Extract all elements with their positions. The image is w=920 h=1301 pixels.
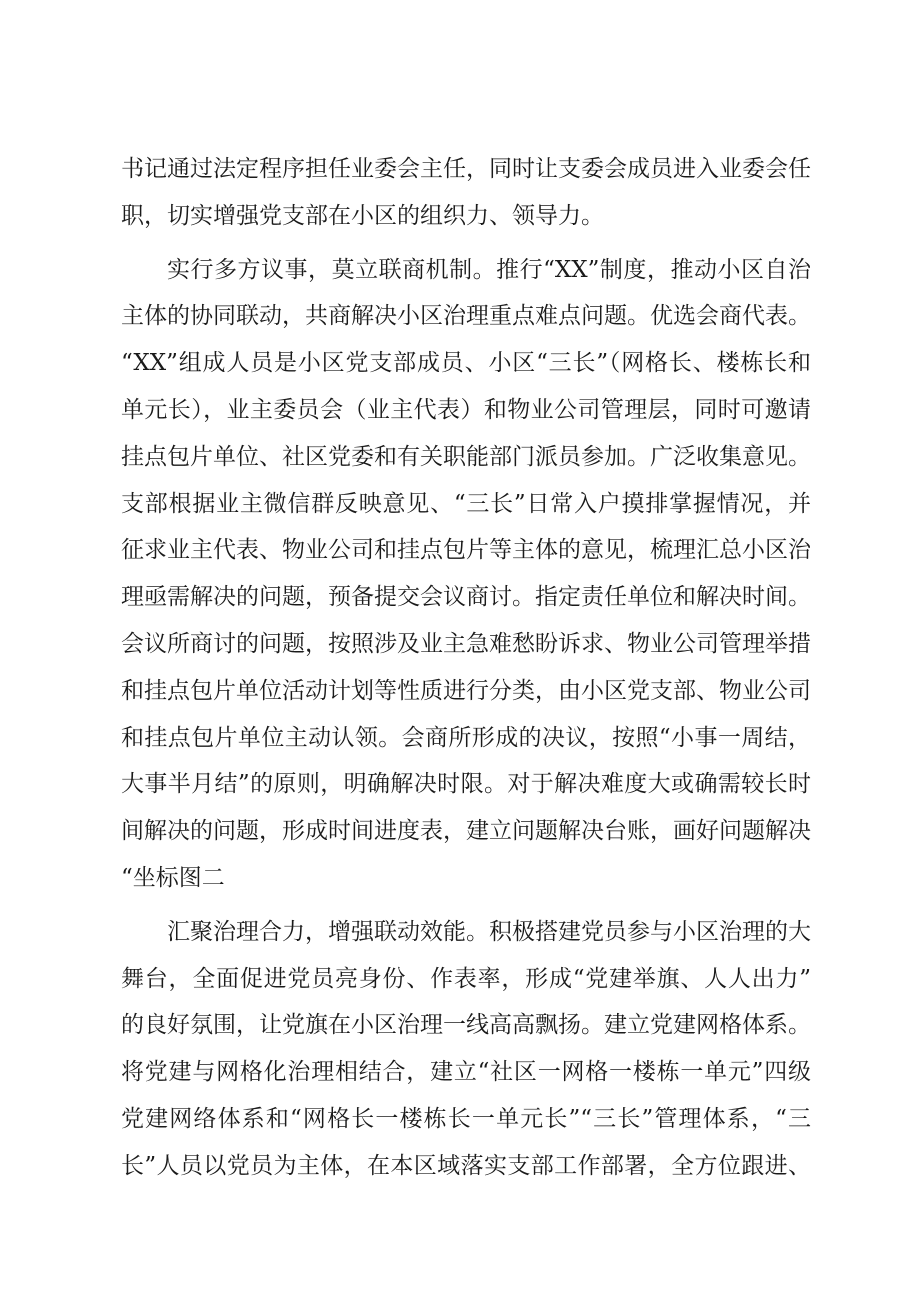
paragraph-3 [121,909,811,1190]
text-line: 理亟需解决的问题，预备提交会议商讨。指定责任单位和解决时间。 [121,584,811,611]
text-line: 主体的协同联动，共商解决小区治理重点难点问题。优选会商代表。 [121,303,811,330]
paragraph-1 [121,146,811,240]
text-line: 会议所商讨的问题，按照涉及业主急难愁盼诉求、物业公司管理举措 [121,630,811,657]
text-line: 职，切实增强党支部在小区的组织力、领导力。 [121,202,604,229]
text-line: 书记通过法定程序担任业委会主任，同时让支委会成员进入业委会任 [121,156,811,182]
text-line: 将党建与网格化治理相结合，建立“社区一网格一楼栋一单元”四级 [121,1059,811,1086]
text-line: 间解决的问题，形成时间进度表，建立问题解决台账，画好问题解决 [121,818,811,845]
text-line: 和挂点包片单位活动计划等性质进行分类，由小区党支部、物业公司 [121,677,811,704]
text-line: 的良好氛围，让党旗在小区治理一线高高飘扬。建立党建网格体系。 [121,1012,811,1039]
document-body [121,146,811,1190]
text-line: “坐标图二 [121,864,225,891]
text-line: “XX”组成人员是小区党支部成员、小区“三长”（网格长、楼栋长和 [121,350,811,377]
text-line: 汇聚治理合力，增强联动效能。积极搭建党员参与小区治理的大 [167,918,811,945]
paragraph-spacer [121,240,811,247]
text-line: 实行多方议事，莫立联商机制。推行“XX”制度，推动小区自治 [167,256,811,283]
text-line: 征求业主代表、物业公司和挂点包片等主体的意见，梳理汇总小区治 [121,537,811,564]
text-line: 舞台，全面促进党员亮身份、作表率，形成“党建举旗、人人出力” [121,965,811,992]
paragraph-spacer [121,902,811,909]
text-line: 支部根据业主微信群反映意见、“三长”日常入户摸排掌握情况，并 [121,490,811,517]
text-line: 挂点包片单位、社区党委和有关职能部门派员参加。广泛收集意见。 [121,443,811,470]
text-line: 单元长），业主委员会（业主代表）和物业公司管理层，同时可邀请 [121,396,811,423]
text-line: 和挂点包片单位主动认领。会商所形成的决议，按照“小事一周结， [121,724,811,751]
text-line: 党建网络体系和“网格长一楼栋长一单元长”“三长”管理体系，“三 [121,1105,811,1132]
paragraph-2 [121,247,811,902]
text-line: 大事半月结”的原则，明确解决时限。对于解决难度大或确需较长时 [121,771,811,798]
text-line: 长”人员以党员为主体，在本区域落实支部工作部署，全方位跟进、 [121,1152,811,1179]
